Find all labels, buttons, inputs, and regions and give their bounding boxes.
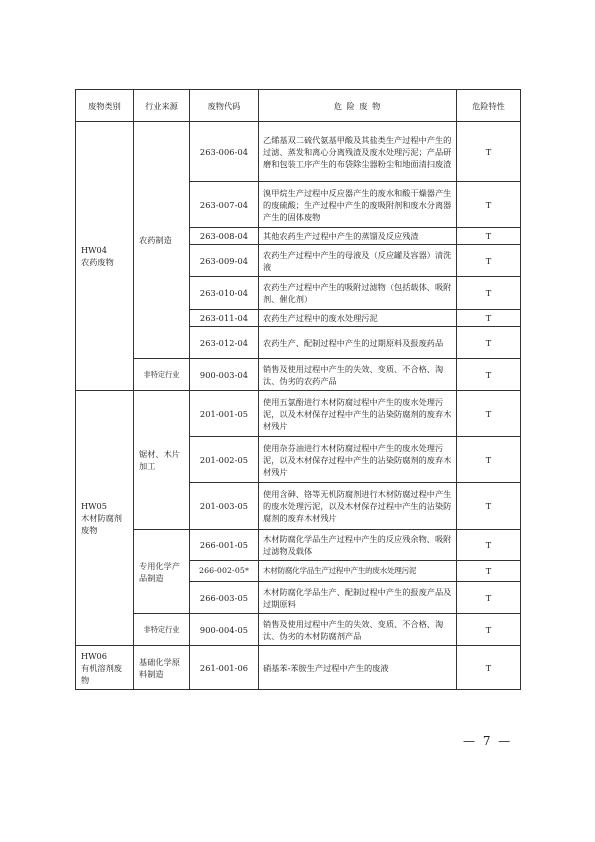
waste-description: 硝基苯-苯胺生产过程中产生的废液 [259, 646, 457, 690]
hazard-property: T [457, 359, 521, 391]
hazard-property: T [457, 483, 521, 530]
hazardous-waste-table [75, 89, 521, 690]
waste-description: 其他农药生产过程中产生的蒸馏及反应残渣 [259, 228, 457, 245]
waste-code: 201-003-05 [190, 483, 259, 530]
industry-source-specialty-chemicals: 专用化学产品制造 [134, 530, 190, 614]
hazard-property: T [457, 646, 521, 690]
hazard-property: T [457, 310, 521, 327]
waste-description: 乙烯基双二硫代氨基甲酸及其盐类生产过程中产生的过滤、蒸发和离心分离残渣及废水处理污泥；产品研磨和包装工序产生的布袋除尘器粉尘和地面清扫废渣 [259, 122, 457, 182]
waste-description: 木材防腐化学品生产过程中产生的反应残余物、吸附过滤物及载体 [259, 530, 457, 561]
table-row [76, 359, 521, 391]
waste-description: 农药生产过程中产生的吸附过滤物（包括载体、吸附剂、催化剂） [259, 277, 457, 310]
header-waste-category: 废物类别 [76, 90, 134, 122]
hazard-property: T [457, 614, 521, 646]
industry-source-basic-chemicals: 基础化学原料制造 [134, 646, 190, 690]
waste-code: 263-011-04 [190, 310, 259, 327]
hazard-property: T [457, 277, 521, 310]
waste-description: 农药生产、配制过程中产生的过期原料及报废药品 [259, 327, 457, 359]
waste-description: 农药生产过程中产生的母液及（反应罐及容器）清洗液 [259, 245, 457, 277]
waste-code: 201-002-05 [190, 437, 259, 483]
waste-code: 201-001-05 [190, 391, 259, 437]
waste-code: 263-008-04 [190, 228, 259, 245]
waste-description: 销售及使用过程中产生的失效、变质、不合格、淘汰、伪劣的农药产品 [259, 359, 457, 391]
waste-code: 263-012-04 [190, 327, 259, 359]
industry-source-pesticide-mfg: 农药制造 [134, 122, 190, 359]
table-row [76, 391, 521, 437]
hazard-property: T [457, 561, 521, 582]
waste-description: 木材防腐化学品生产过程中产生的废水处理污泥 [259, 561, 457, 582]
table-header-row [76, 90, 521, 122]
industry-source-sawmill: 锯材、木片加工 [134, 391, 190, 530]
hazard-property: T [457, 245, 521, 277]
waste-description: 木材防腐化学品生产、配制过程中产生的报废产品及过期原料 [259, 582, 457, 614]
waste-description: 溴甲烷生产过程中反应器产生的废水和酸干燥器产生的废硫酸；生产过程中产生的废吸附剂和废水分离器产生的固体废物 [259, 182, 457, 228]
header-industry-source: 行业来源 [134, 90, 190, 122]
hazard-property: T [457, 391, 521, 437]
waste-code: 263-006-04 [190, 122, 259, 182]
waste-category-hw06: HW06 有机溶剂废物 [76, 646, 134, 690]
hazard-property: T [457, 122, 521, 182]
industry-source-non-specific: 非特定行业 [134, 614, 190, 646]
waste-code: 261-001-06 [190, 646, 259, 690]
waste-description: 销售及使用过程中产生的失效、变质、不合格、淘汰、伪劣的木材防腐剂产品 [259, 614, 457, 646]
hazard-property: T [457, 182, 521, 228]
table-row [76, 614, 521, 646]
hazard-property: T [457, 530, 521, 561]
hazard-property: T [457, 327, 521, 359]
waste-description: 使用五氯酚进行木材防腐过程中产生的废水处理污泥，以及木材保存过程中产生的沾染防腐剂的废弃木材残片 [259, 391, 457, 437]
waste-description: 使用含砷、铬等无机防腐剂进行木材防腐过程中产生的废水处理污泥，以及木材保存过程中产生的沾染防腐剂的废弃木材残片 [259, 483, 457, 530]
hazard-property: T [457, 437, 521, 483]
header-hazardous-waste: 危 险 废 物 [259, 90, 457, 122]
industry-source-non-specific: 非特定行业 [134, 359, 190, 391]
waste-category-hw04: HW04 农药废物 [76, 122, 134, 391]
table-row [76, 646, 521, 690]
waste-code: 266-002-05* [190, 561, 259, 582]
header-waste-code: 废物代码 [190, 90, 259, 122]
waste-category-hw05: HW05 木材防腐剂废物 [76, 391, 134, 646]
waste-code: 263-009-04 [190, 245, 259, 277]
header-hazard-property: 危险特性 [457, 90, 521, 122]
waste-code: 263-010-04 [190, 277, 259, 310]
waste-code: 900-003-04 [190, 359, 259, 391]
waste-code: 266-003-05 [190, 582, 259, 614]
table-row [76, 122, 521, 182]
waste-code: 263-007-04 [190, 182, 259, 228]
page-number: — 7 — [463, 734, 513, 748]
hazard-property: T [457, 582, 521, 614]
waste-code: 266-001-05 [190, 530, 259, 561]
table-row [76, 530, 521, 561]
waste-description: 农药生产过程中的废水处理污泥 [259, 310, 457, 327]
hazard-property: T [457, 228, 521, 245]
waste-description: 使用杂芬油进行木材防腐过程中产生的废水处理污泥，以及木材保存过程中产生的沾染防腐剂的废弃木材残片 [259, 437, 457, 483]
waste-code: 900-004-05 [190, 614, 259, 646]
